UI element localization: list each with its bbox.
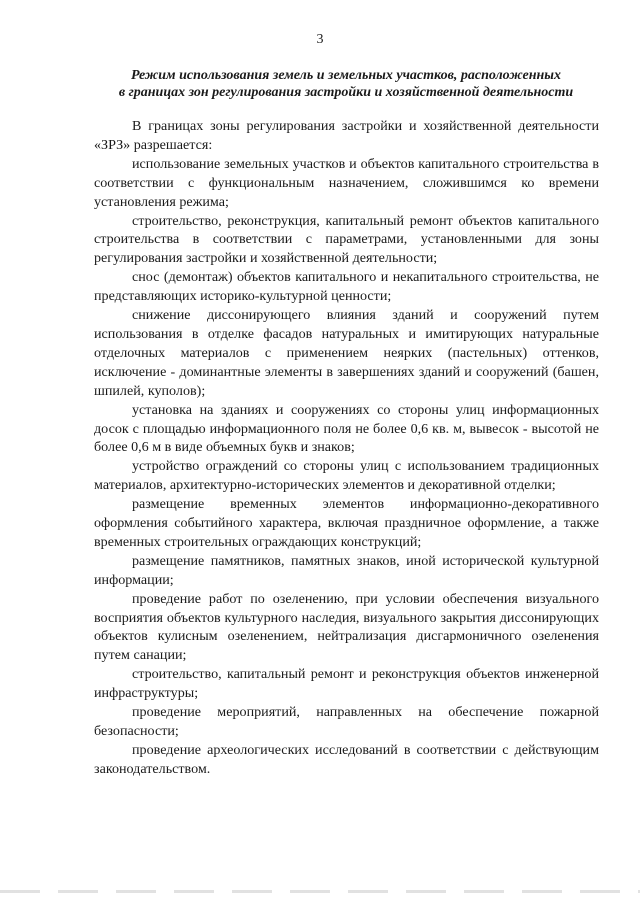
list-item: устройство ограждений со стороны улиц с использованием традиционных материалов, архитектурно-исторических элементов и декоративной отделки;: [94, 458, 599, 494]
heading-line-2: в границах зон регулирования застройки и хозяйственной деятельности: [118, 85, 574, 100]
heading-line-1: Режим использования земель и земельных участков, расположенных: [131, 68, 561, 83]
section-heading: [96, 67, 596, 101]
list-item: снос (демонтаж) объектов капитального и некапитального строительства, не представляющих историко-культурной ценности;: [94, 269, 599, 305]
list-item: размещение временных элементов информационно-декоративного оформления событийного характера, включая праздничное оформление, а также временных строительных ограждающих конструкций;: [94, 496, 599, 550]
list-item: строительство, капитальный ремонт и реконструкция объектов инженерной инфраструктуры;: [94, 666, 599, 702]
list-item: установка на зданиях и сооружениях со стороны улиц информационных досок с площадью информационного поля не более 0,6 кв. м, вывесок - высотой не более 0,6 м в виде объемных букв и знаков;: [94, 401, 599, 456]
intro-paragraph: В границах зоны регулирования застройки и хозяйственной деятельности «ЗРЗ» разрешается:: [94, 118, 599, 153]
list-item: размещение памятников, памятных знаков, иной исторической культурной информации;: [94, 552, 599, 588]
list-item: проведение работ по озеленению, при условии обеспечения визуального восприятия объектов культурного наследия, визуального закрытия диссонирующих объектов кулисным озеленением, нейтрализация дисгармоничного озеленения путем санации;: [94, 590, 599, 664]
list-item: проведение археологических исследований в соответствии с действующим законодательством.: [94, 741, 599, 777]
list-item: снижение диссонирующего влияния зданий и сооружений путем использования в отделке фасадов натуральных и имитирующих натуральные отделочных материалов с применением неярких (пастельных) оттенков, исключение - доминантные элементы в завершениях зданий и сооружений (башен, шпилей, куполов);: [94, 307, 599, 399]
list-item: строительство, реконструкция, капитальный ремонт объектов капитального строительства в соответствии с параметрами, установленными для зоны регулирования застройки и хозяйственной деятельности;: [94, 212, 599, 267]
document-body: [94, 117, 599, 779]
page-number: 3: [316, 32, 324, 47]
list-item: проведение мероприятий, направленных на обеспечение пожарной безопасности;: [94, 704, 599, 739]
scan-edge-artifact: [0, 890, 640, 893]
list-item: использование земельных участков и объектов капитального строительства в соответствии с функциональным назначением, сложившимся ко времени установления режима;: [94, 155, 599, 210]
